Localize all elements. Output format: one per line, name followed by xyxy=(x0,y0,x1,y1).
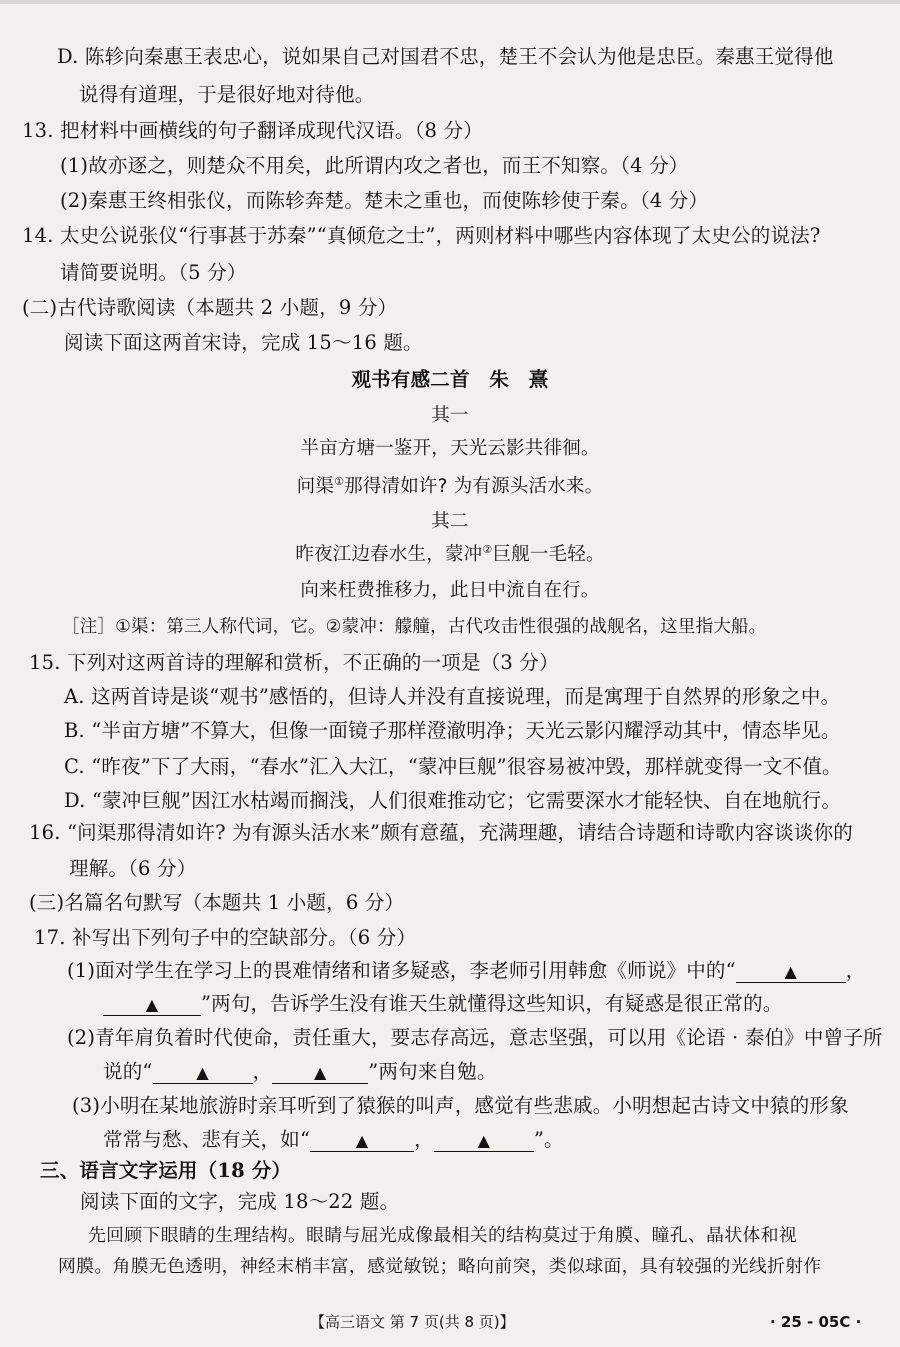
question-15-option-d: D. “蒙冲巨舰”因江水枯竭而搁浅，人们很难推动它；它需要深水才能轻快、自在地航行。 xyxy=(64,789,842,812)
exam-code: · 25 - 05C · xyxy=(770,1313,862,1331)
poem-1-line-1: 半亩方塘一鉴开，天光云影共徘徊。 xyxy=(300,438,600,459)
question-17-part1-text: (1)面对学生在学习上的畏难情绪和诸多疑惑，李老师引用韩愈《师说》中的“ xyxy=(67,959,736,982)
answer-blank-4[interactable] xyxy=(272,1061,368,1084)
question-17-part1-line2 xyxy=(103,991,782,1017)
answer-blank-5[interactable] xyxy=(310,1129,414,1152)
footnote-marker-2: ② xyxy=(482,542,493,556)
question-16-line1: 16. “问渠那得清如许? 为有源头活水来”颇有意蕴，充满理趣，请结合诗题和诗歌内容谈谈你的 xyxy=(29,821,854,844)
answer-blank-3[interactable] xyxy=(153,1061,253,1084)
passage-line1: 先回顾下眼睛的生理结构。眼睛与屈光成像最相关的结构莫过于角膜、瞳孔、晶状体和视 xyxy=(88,1225,798,1246)
question-13-part1: (1)故亦逐之，则楚众不用矣，此所谓内攻之者也，而王不知察。（4 分） xyxy=(60,154,689,177)
section-3-heading: (三)名篇名句默写（本题共 1 小题，6 分） xyxy=(29,891,405,914)
poem-subtitle-2: 其二 xyxy=(431,511,469,532)
option-d-line1: D. 陈轸向秦惠王表忠心，说如果自己对国君不忠，楚王不会认为他是忠臣。秦惠王觉得他 xyxy=(57,45,834,68)
option-d-line2: 说得有道理，于是很好地对待他。 xyxy=(79,83,375,106)
poem-1-line-2-end: 那得清如许? 为有源头活水来。 xyxy=(344,476,604,497)
poem-1-line-2 xyxy=(0,474,900,500)
question-14-line1: 14. 太史公说张仪“行事甚于苏秦”“真倾危之士”，两则材料中哪些内容体现了太史公的说法? xyxy=(22,224,821,247)
section-2-heading: (二)古代诗歌阅读（本题共 2 小题，9 分） xyxy=(22,296,398,319)
question-17-part2-line1: (2)青年肩负着时代使命，责任重大，要志存高远，意志坚强，可以用《论语 · 泰伯》中曾子所 xyxy=(67,1026,883,1049)
triangle-marker-icon: ▲ xyxy=(196,1063,209,1082)
question-17-part3-line1: (3)小明在某地旅游时亲耳听到了猿猴的叫声，感觉有些悲戚。小明想起古诗文中猿的形象 xyxy=(72,1094,849,1117)
answer-blank-2[interactable] xyxy=(103,993,201,1016)
poem-1-line-2-start: 问渠 xyxy=(296,476,335,497)
question-17-stem: 17. 补写出下列句子中的空缺部分。（6 分） xyxy=(34,926,417,949)
footnote-marker-1: ① xyxy=(334,474,345,488)
question-15-option-a: A. 这两首诗是谈“观书”感悟的，但诗人并没有直接说理，而是寓理于自然界的形象之中。 xyxy=(64,685,841,708)
question-17-part1-text-end: ”两句，告诉学生没有谁天生就懂得这些知识，有疑惑是很正常的。 xyxy=(201,992,783,1015)
section-three-heading: 三、语言文字运用（18 分） xyxy=(40,1159,292,1182)
question-15-stem: 15. 下列对这两首诗的理解和赏析，不正确的一项是（3 分） xyxy=(29,651,559,674)
scan-edge xyxy=(0,0,900,4)
question-17-part2-line2 xyxy=(103,1059,497,1085)
answer-blank-6[interactable] xyxy=(434,1129,534,1152)
poem-subtitle-1: 其一 xyxy=(431,405,469,426)
triangle-marker-icon: ▲ xyxy=(477,1131,491,1150)
answer-blank-1[interactable] xyxy=(736,960,846,983)
question-15-option-b: B. “半亩方塘”不算大，但像一面镜子那样澄澈明净；天光云影闪耀浮动其中，情态毕见。 xyxy=(64,719,841,742)
poem-2-line-2: 向来枉费推移力，此日中流自在行。 xyxy=(300,580,600,601)
comma: ， xyxy=(845,959,866,982)
question-13-stem: 13. 把材料中画横线的句子翻译成现代汉语。（8 分） xyxy=(22,119,483,142)
poem-2-line-1-start: 昨夜江边春水生，蒙冲 xyxy=(295,544,483,565)
page-footer: 【高三语文 第 7 页(共 8 页)】 xyxy=(310,1313,515,1331)
question-17-part3-line2 xyxy=(103,1127,564,1153)
poem-2-line-1 xyxy=(0,542,900,568)
question-17-part3-text-end: ”。 xyxy=(533,1128,564,1151)
question-17-part2-text-end: ”两句来自勉。 xyxy=(368,1060,497,1083)
question-17-part3-text: 常常与愁、悲有关，如“ xyxy=(103,1128,311,1151)
question-13-part2: (2)秦惠王终相张仪，而陈轸奔楚。楚未之重也，而使陈轸使于秦。（4 分） xyxy=(60,189,709,212)
question-17-part2-text: 说的“ xyxy=(103,1060,153,1083)
poem-title: 观书有感二首 朱 熹 xyxy=(351,368,549,391)
passage-line2: 网膜。角膜无色透明，神经末梢丰富，感觉敏锐；略向前突，类似球面，具有较强的光线折射作 xyxy=(58,1256,822,1277)
section-three-intro: 阅读下面的文字，完成 18～22 题。 xyxy=(80,1190,400,1213)
triangle-marker-icon: ▲ xyxy=(145,995,159,1014)
poem-note: ［注］①渠：第三人称代词，它。②蒙冲：艨艟，古代攻击性很强的战舰名，这里指大船。 xyxy=(62,617,767,637)
comma: ， xyxy=(252,1060,273,1083)
question-14-line2: 请简要说明。（5 分） xyxy=(60,261,247,284)
question-16-line2: 理解。（6 分） xyxy=(69,857,197,880)
triangle-marker-icon: ▲ xyxy=(314,1063,327,1082)
triangle-marker-icon: ▲ xyxy=(784,962,798,981)
poem-2-line-1-end: 巨舰一毛轻。 xyxy=(492,544,605,565)
question-17-part1-line1 xyxy=(67,958,866,984)
triangle-marker-icon: ▲ xyxy=(355,1131,369,1150)
section-2-intro: 阅读下面这两首宋诗，完成 15～16 题。 xyxy=(64,331,423,354)
question-15-option-c: C. “昨夜”下了大雨，“春水”汇入大江，“蒙冲巨舰”很容易被冲毁，那样就变得一文不值。 xyxy=(64,755,842,778)
comma: ， xyxy=(414,1128,434,1151)
